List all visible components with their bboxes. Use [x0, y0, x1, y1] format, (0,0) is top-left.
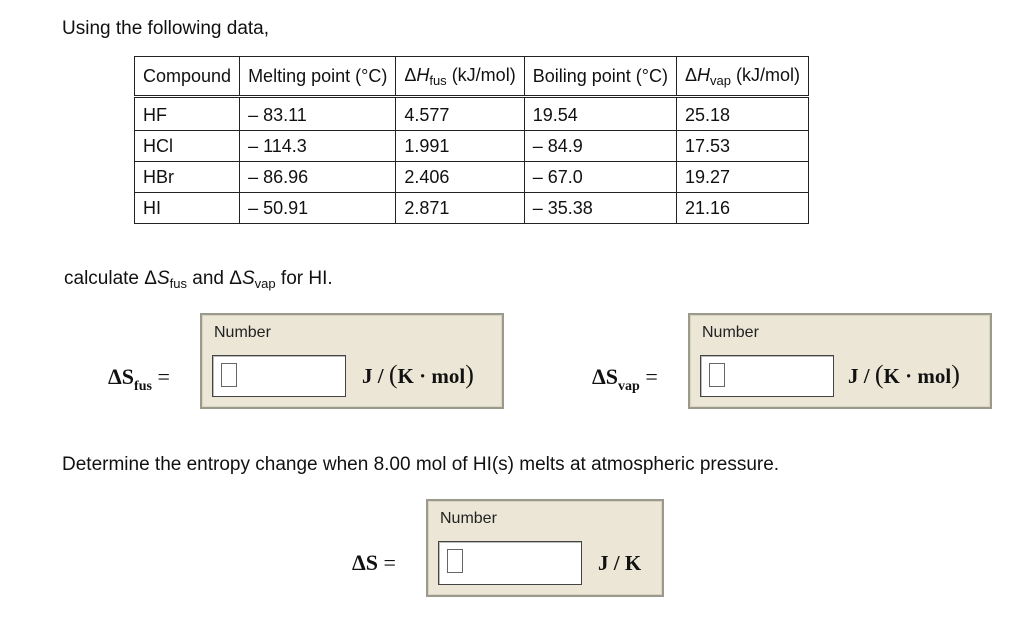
calc-middle: and — [187, 268, 230, 289]
s-total-input[interactable] — [438, 541, 582, 585]
cell-compound: HCl — [135, 131, 240, 162]
cell-hvap: 21.16 — [676, 193, 808, 224]
cell-hfus: 4.577 — [396, 97, 524, 131]
calc-prompt — [64, 268, 333, 291]
header-hfus-symbol: H — [416, 64, 430, 85]
calc-prefix: calculate — [64, 268, 145, 289]
header-hvap-sub: vap — [709, 72, 731, 88]
s-fus-label — [108, 364, 170, 395]
s-fus-sub: fus — [134, 379, 152, 394]
s-total-symbol: ΔS — [352, 550, 379, 575]
s-vap-sub: vap — [618, 379, 640, 394]
cell-melting-point: – 86.96 — [240, 162, 396, 193]
s-fus-equals: = — [151, 364, 170, 389]
cell-melting-point: – 83.11 — [240, 97, 396, 131]
cell-boiling-point: 19.54 — [524, 97, 676, 131]
header-hfus — [396, 57, 524, 97]
s-vap-symbol: ΔS — [592, 364, 619, 389]
cell-hfus: 2.871 — [396, 193, 524, 224]
cell-melting-point: – 50.91 — [240, 193, 396, 224]
s-fus-unit-prefix: J / — [362, 364, 389, 388]
cell-boiling-point: – 35.38 — [524, 193, 676, 224]
table-row — [135, 131, 809, 162]
s-vap-input-caret — [709, 363, 725, 387]
cell-boiling-point: – 67.0 — [524, 162, 676, 193]
header-hfus-unit: (kJ/mol) — [446, 64, 516, 85]
s-fus-number-label: Number — [214, 324, 271, 341]
intro-text: Using the following data, — [62, 18, 270, 39]
calc-s1-sub: fus — [169, 276, 188, 291]
s-vap-input[interactable] — [700, 355, 834, 397]
s-vap-unit-inner: K · mol — [883, 364, 952, 388]
s-fus-input-caret — [221, 363, 237, 387]
calc-s1-delta: Δ — [144, 268, 157, 289]
s-fus-answer-box — [200, 313, 504, 409]
header-boiling-point: Boiling point (°C) — [524, 57, 676, 97]
s-fus-unit: J / (K · mol) — [362, 360, 474, 389]
cell-hvap: 25.18 — [676, 97, 808, 131]
s-total-number-label: Number — [440, 510, 497, 527]
s-fus-symbol: ΔS — [108, 364, 135, 389]
cell-boiling-point: – 84.9 — [524, 131, 676, 162]
header-hvap-symbol: H — [696, 64, 710, 85]
table-row — [135, 162, 809, 193]
cell-compound: HF — [135, 97, 240, 131]
table-row — [135, 193, 809, 224]
s-total-label — [352, 550, 396, 576]
cell-hfus: 1.991 — [396, 131, 524, 162]
header-melting-point: Melting point (°C) — [240, 57, 396, 97]
s-vap-label — [592, 364, 658, 395]
s-total-equals: = — [378, 550, 396, 575]
s-vap-unit-prefix: J / — [848, 364, 875, 388]
calc-s2-sub: vap — [254, 276, 276, 291]
question-text: Determine the entropy change when 8.00 mol of HI(s) melts at atmospheric pressure. — [62, 454, 780, 475]
calc-s2-delta: Δ — [229, 268, 242, 289]
cell-hfus: 2.406 — [396, 162, 524, 193]
calc-s2-symbol: S — [241, 268, 255, 289]
calc-suffix: for HI. — [275, 268, 333, 289]
calc-s1-symbol: S — [156, 268, 170, 289]
s-vap-unit: J / (K · mol) — [848, 360, 960, 389]
header-hvap — [676, 57, 808, 97]
s-total-unit: J / K — [598, 551, 642, 575]
cell-compound: HBr — [135, 162, 240, 193]
header-hfus-delta: Δ — [404, 64, 417, 85]
s-fus-unit-inner: K · mol — [397, 364, 466, 388]
s-vap-answer-box — [688, 313, 992, 409]
s-vap-equals: = — [639, 364, 658, 389]
data-table — [134, 56, 809, 224]
cell-hvap: 19.27 — [676, 162, 808, 193]
header-compound: Compound — [135, 57, 240, 97]
table-row — [135, 97, 809, 131]
header-hfus-sub: fus — [429, 72, 447, 88]
s-total-answer-box — [426, 499, 664, 597]
cell-compound: HI — [135, 193, 240, 224]
s-total-input-caret — [447, 549, 463, 573]
s-fus-input[interactable] — [212, 355, 346, 397]
header-hvap-unit: (kJ/mol) — [730, 64, 800, 85]
cell-melting-point: – 114.3 — [240, 131, 396, 162]
cell-hvap: 17.53 — [676, 131, 808, 162]
table-header-row — [135, 57, 809, 97]
s-vap-number-label: Number — [702, 324, 759, 341]
header-hvap-delta: Δ — [684, 64, 697, 85]
